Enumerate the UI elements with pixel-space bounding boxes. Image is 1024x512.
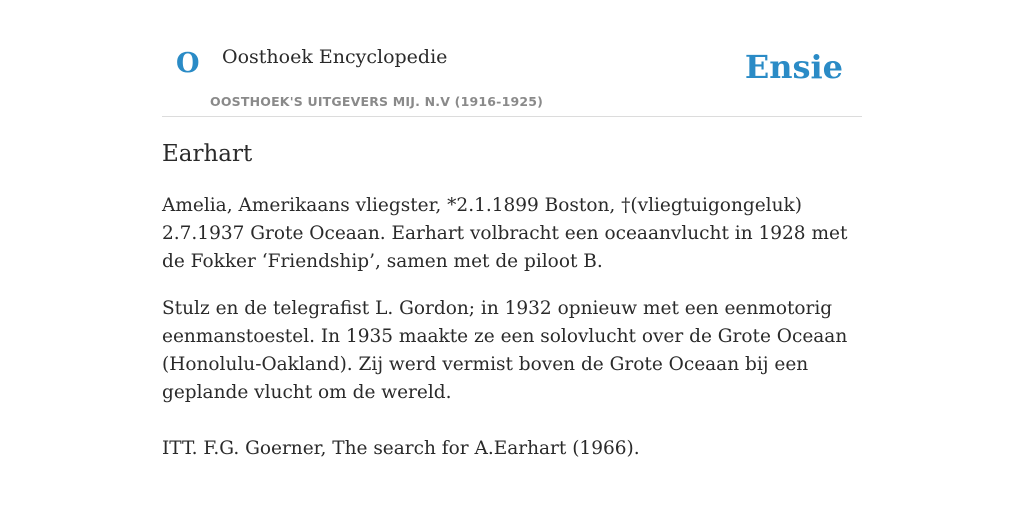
- article-headword: Earhart: [162, 141, 253, 167]
- article-reference: ITT. F.G. Goerner, The search for A.Earhart (1966).: [162, 438, 640, 459]
- article-body: [162, 138, 862, 463]
- source-publisher: OOSTHOEK'S UITGEVERS MIJ. N.V (1916-1925): [210, 94, 544, 109]
- article-paragraph: Amelia, Amerikaans vliegster, *2.1.1899 Boston, †(vliegtuigongeluk) 2.7.1937 Grote Oceaan. Earhart volbracht een oceaanvlucht in 1928 met de Fokker ‘Friendship’, samen met de piloot B.: [162, 195, 848, 272]
- ensie-brand-logo[interactable]: Ensie: [744, 48, 843, 86]
- article-paragraph: Stulz en de telegrafist L. Gordon; in 1932 opnieuw met een eenmotorig eenmanstoestel. In 1935 maakte ze een solovlucht over de Grote Oceaan (Honolulu-Oakland). Zij werd vermist boven de Grote Oceaan bij een geplande vlucht om de wereld.: [162, 298, 848, 403]
- source-title-link[interactable]: Oosthoek Encyclopedie: [222, 46, 448, 68]
- source-header: [162, 0, 862, 117]
- source-logo[interactable]: O: [176, 48, 200, 79]
